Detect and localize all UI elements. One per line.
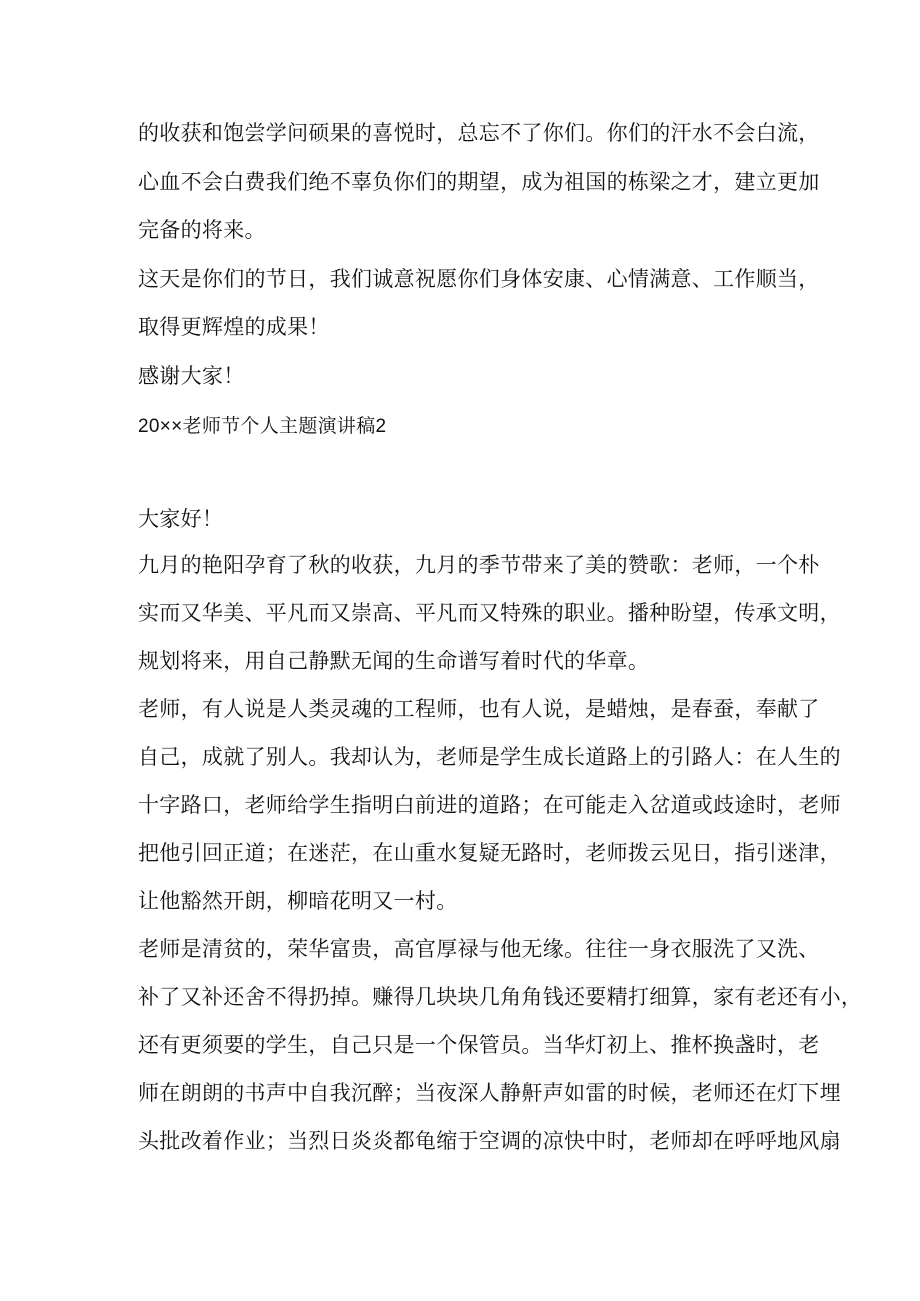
text-line: 九月的艳阳孕育了秋的收获，九月的季节带来了美的赞歌：老师，一个朴 bbox=[138, 553, 820, 577]
text-line: 自己，成就了别人。我却认为，老师是学生成长道路上的引路人：在人生的 bbox=[138, 745, 841, 769]
text-line: 完备的将来。 bbox=[138, 218, 266, 242]
text-line: 十字路口，老师给学生指明白前进的道路；在可能走入岔道或歧途时，老师 bbox=[138, 793, 841, 817]
text-line: 心血不会白费我们绝不辜负你们的期望，成为祖国的栋梁之才，建立更加 bbox=[138, 170, 820, 194]
text-line: 把他引回正道；在迷茫，在山重水复疑无路时，老师拨云见日，指引迷津， bbox=[138, 841, 841, 865]
text-line: 老师，有人说是人类灵魂的工程师，也有人说，是蜡烛，是春蚕，奉献了 bbox=[138, 697, 820, 721]
text-line: 补了又补还舍不得扔掉。赚得几块块几角角钱还要精打细算，家有老还有小， bbox=[138, 985, 863, 1009]
text-line: 感谢大家！ bbox=[138, 364, 245, 388]
text-line: 规划将来，用自己静默无闻的生命谱写着时代的华章。 bbox=[138, 649, 650, 673]
text-line: 这天是你们的节日，我们诚意祝愿你们身体安康、心情满意、工作顺当， bbox=[138, 267, 820, 291]
greeting-line: 大家好！ bbox=[138, 507, 224, 531]
text-line: 的收获和饱尝学问硕果的喜悦时，总忘不了你们。你们的汗水不会白流， bbox=[138, 121, 820, 145]
text-line: 头批改着作业；当烈日炎炎都龟缩于空调的凉快中时，老师却在呼呼地风扇 bbox=[138, 1129, 841, 1153]
text-line: 老师是清贫的，荣华富贵，高官厚禄与他无缘。往往一身衣服洗了又洗、 bbox=[138, 937, 820, 961]
text-line: 师在朗朗的书声中自我沉醉；当夜深人静鼾声如雷的时候，老师还在灯下埋 bbox=[138, 1081, 841, 1105]
text-line: 实而又华美、平凡而又崇高、平凡而又特殊的职业。播种盼望，传承文明， bbox=[138, 601, 841, 625]
text-line: 取得更辉煌的成果！ bbox=[138, 315, 330, 339]
section-heading: 20××老师节个人主题演讲稿2 bbox=[138, 416, 387, 437]
text-line: 让他豁然开朗，柳暗花明又一村。 bbox=[138, 889, 458, 913]
text-line: 还有更须要的学生，自己只是一个保管员。当华灯初上、推杯换盏时，老 bbox=[138, 1033, 820, 1057]
